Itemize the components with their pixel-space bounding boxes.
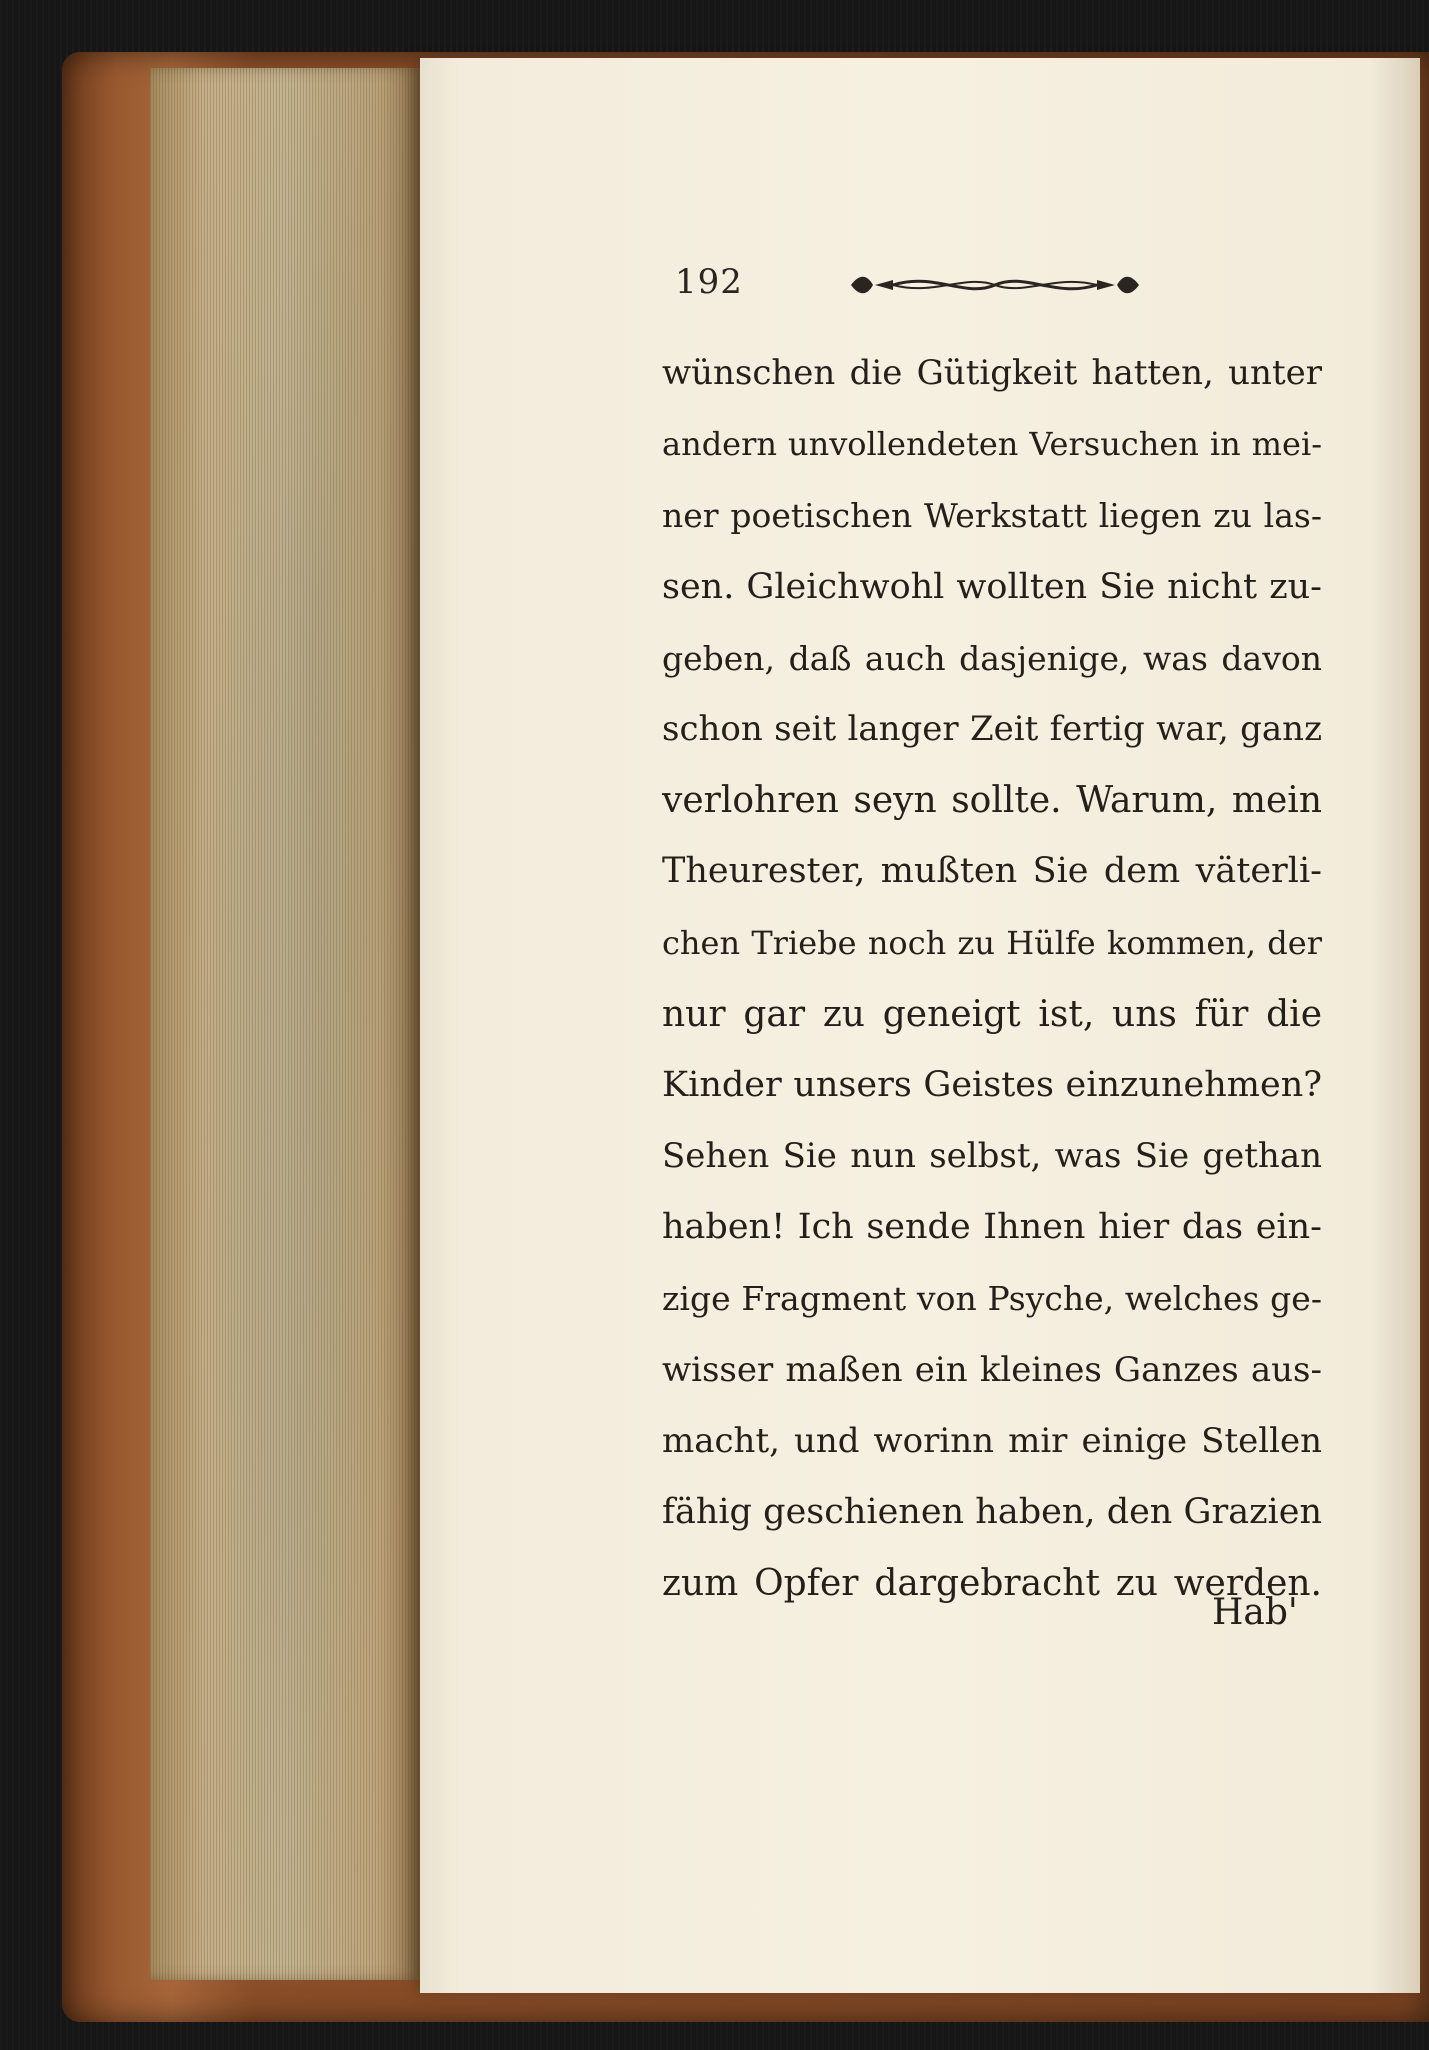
text-line: andern unvollendeten Versuchen in mei-: [662, 425, 1322, 464]
page-edges: [150, 68, 420, 1980]
text-line: verlohren seyn sollte. Warum, mein: [662, 780, 1322, 822]
running-head: [675, 262, 1175, 308]
text-line: schon seit langer Zeit fertig war, ganz: [662, 708, 1322, 749]
text-line: Kinder unsers Geistes einzunehmen?: [662, 1064, 1322, 1105]
text-line: Sehen Sie nun selbst, was Sie gethan: [662, 1136, 1322, 1177]
text-line: haben! Ich sende Ihnen hier das ein-: [662, 1207, 1322, 1248]
text-line: geben, daß auch dasjenige, was davon: [662, 638, 1322, 678]
catchword: Hab': [1212, 1592, 1298, 1633]
text-line: zige Fragment von Psyche, welches ge-: [662, 1279, 1322, 1319]
text-line: wünschen die Gütigkeit hatten, unter: [662, 353, 1322, 393]
text-line: sen. Gleichwohl wollten Sie nicht zu-: [662, 566, 1322, 607]
text-line: wisser maßen ein kleines Ganzes aus-: [662, 1349, 1322, 1390]
text-line: zum Opfer dargebracht zu werden.: [662, 1563, 1322, 1605]
page-number: 192: [675, 262, 743, 302]
body-text: [662, 338, 1322, 1619]
ornament-rule: [845, 268, 1145, 302]
text-line: chen Triebe noch zu Hülfe kommen, der: [662, 923, 1322, 962]
text-line: Theurester, mußten Sie dem väterli-: [662, 851, 1322, 892]
text-line: fähig geschienen haben, den Grazien: [662, 1492, 1322, 1532]
text-line: ner poetischen Werkstatt liegen zu las-: [662, 496, 1322, 536]
text-line: macht, und worinn mir einige Stellen: [662, 1420, 1322, 1461]
text-line: nur gar zu geneigt ist, uns für die: [662, 993, 1322, 1035]
